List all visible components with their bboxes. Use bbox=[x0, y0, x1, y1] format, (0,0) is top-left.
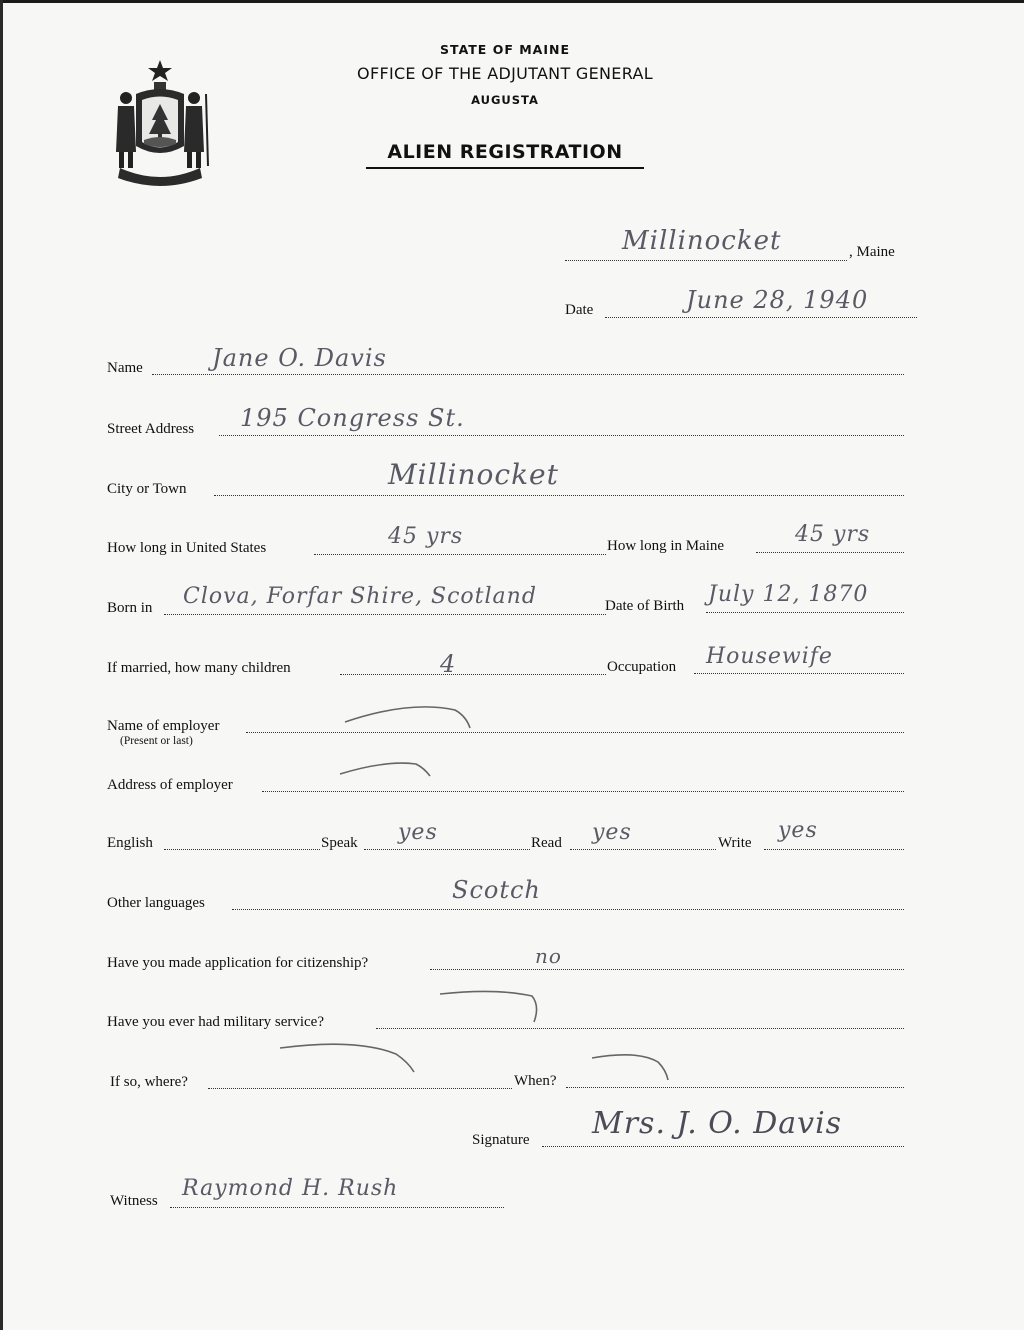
employer-address-dash-mark bbox=[336, 758, 436, 782]
write-label: Write bbox=[718, 835, 752, 851]
town-dotted-line bbox=[565, 260, 847, 261]
signature-value: Mrs. J. O. Davis bbox=[592, 1106, 843, 1141]
other-languages-value: Scotch bbox=[452, 876, 541, 904]
children-dotted-line bbox=[340, 674, 606, 675]
other-languages-dotted-line bbox=[232, 909, 904, 910]
date-of-birth-value: July 12, 1870 bbox=[708, 582, 869, 607]
state-seal-icon bbox=[106, 56, 214, 186]
form-title: ALIEN REGISTRATION bbox=[387, 141, 623, 163]
witness-value: Raymond H. Rush bbox=[182, 1176, 399, 1201]
street-address-label: Street Address bbox=[107, 421, 195, 437]
how-long-us-value: 45 yrs bbox=[388, 524, 464, 549]
maine-label: , Maine bbox=[849, 244, 895, 260]
english-dotted-line bbox=[164, 849, 320, 850]
when-label: When? bbox=[514, 1073, 557, 1089]
how-long-maine-label: How long in Maine bbox=[607, 538, 725, 554]
where-dash-mark bbox=[276, 1040, 422, 1076]
employer-address-dotted-line bbox=[262, 791, 904, 792]
when-dash-mark bbox=[588, 1050, 678, 1084]
date-of-birth-dotted-line bbox=[706, 612, 904, 613]
military-dash-mark bbox=[436, 986, 548, 1028]
name-dotted-line bbox=[152, 374, 904, 375]
date-of-birth-label: Date of Birth bbox=[605, 598, 685, 614]
witness-dotted-line bbox=[170, 1207, 504, 1208]
children-label: If married, how many children bbox=[107, 660, 291, 676]
city-label: City or Town bbox=[107, 481, 187, 497]
date-dotted-line bbox=[605, 317, 917, 318]
signature-label: Signature bbox=[472, 1132, 530, 1148]
speak-label: Speak bbox=[321, 835, 358, 851]
how-long-maine-dotted-line bbox=[756, 552, 904, 553]
read-value: yes bbox=[592, 820, 632, 845]
street-address-value: 195 Congress St. bbox=[240, 404, 465, 432]
occupation-value: Housewife bbox=[706, 644, 833, 669]
employer-name-dash-mark bbox=[340, 700, 480, 734]
header-city: AUGUSTA bbox=[471, 93, 539, 107]
signature-dotted-line bbox=[542, 1146, 904, 1147]
header-office: OFFICE OF THE ADJUTANT GENERAL bbox=[357, 64, 653, 83]
military-dotted-line bbox=[376, 1028, 904, 1029]
name-label: Name bbox=[107, 360, 143, 376]
scan-edge-left bbox=[0, 0, 3, 1330]
born-in-dotted-line bbox=[164, 614, 606, 615]
header-state: STATE OF MAINE bbox=[440, 42, 570, 57]
name-value: Jane O. Davis bbox=[212, 344, 387, 372]
title-underline bbox=[366, 167, 644, 169]
citizenship-dotted-line bbox=[430, 969, 904, 970]
date-value: June 28, 1940 bbox=[686, 286, 869, 314]
how-long-us-label: How long in United States bbox=[107, 540, 267, 556]
town-value: Millinocket bbox=[622, 226, 782, 256]
where-dotted-line bbox=[208, 1088, 512, 1089]
read-dotted-line bbox=[570, 849, 716, 850]
date-label: Date bbox=[565, 302, 594, 318]
children-value: 4 bbox=[440, 650, 457, 678]
how-long-us-dotted-line bbox=[314, 554, 606, 555]
when-dotted-line bbox=[566, 1087, 904, 1088]
scan-edge-top bbox=[0, 0, 1024, 3]
speak-value: yes bbox=[398, 820, 438, 845]
employer-address-label: Address of employer bbox=[107, 777, 233, 793]
where-label: If so, where? bbox=[110, 1074, 188, 1090]
military-label: Have you ever had military service? bbox=[107, 1014, 324, 1030]
employer-note: (Present or last) bbox=[120, 735, 193, 747]
born-in-label: Born in bbox=[107, 600, 153, 616]
how-long-maine-value: 45 yrs bbox=[795, 522, 871, 547]
employer-name-label: Name of employer bbox=[107, 718, 220, 734]
city-dotted-line bbox=[214, 495, 904, 496]
city-value: Millinocket bbox=[388, 458, 559, 491]
other-languages-label: Other languages bbox=[107, 895, 205, 911]
english-label: English bbox=[107, 835, 153, 851]
witness-label: Witness bbox=[110, 1193, 158, 1209]
write-value: yes bbox=[778, 818, 818, 843]
citizenship-value: no bbox=[535, 944, 562, 968]
born-in-value: Clova, Forfar Shire, Scotland bbox=[183, 584, 537, 609]
read-label: Read bbox=[531, 835, 562, 851]
citizenship-label: Have you made application for citizenship? bbox=[107, 955, 369, 971]
occupation-label: Occupation bbox=[607, 659, 677, 675]
speak-dotted-line bbox=[364, 849, 530, 850]
street-address-dotted-line bbox=[219, 435, 904, 436]
write-dotted-line bbox=[764, 849, 904, 850]
occupation-dotted-line bbox=[694, 673, 904, 674]
